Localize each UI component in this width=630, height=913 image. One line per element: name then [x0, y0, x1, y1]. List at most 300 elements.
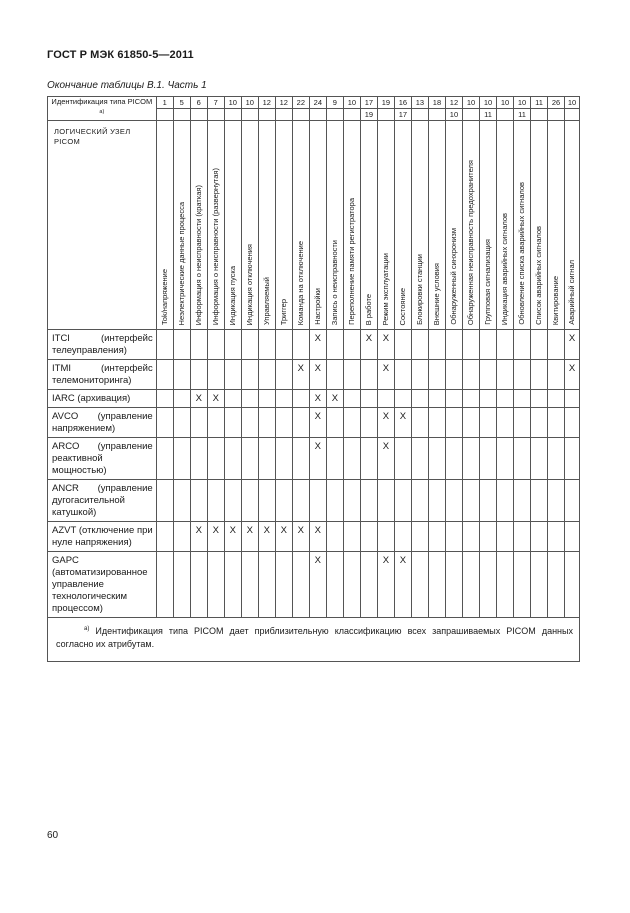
attribute-label: Индикация пуска	[227, 265, 237, 325]
mark-cell	[428, 360, 445, 390]
column-code: 12	[258, 97, 275, 109]
attribute-label: В работе	[363, 293, 373, 325]
logical-node-name: AZVT (отключение при нуле напряжения)	[48, 522, 157, 552]
mark-cell	[156, 408, 173, 438]
table-row	[48, 390, 580, 408]
column-code: 22	[292, 97, 309, 109]
mark-cell	[173, 438, 190, 480]
column-code: 10	[497, 97, 514, 109]
attribute-label: Список аварийных сигналов	[534, 226, 544, 325]
mark-cell	[531, 438, 548, 480]
page-number: 60	[47, 830, 59, 841]
attribute-cell	[394, 121, 411, 330]
mark-cell	[275, 480, 292, 522]
mark-cell	[173, 360, 190, 390]
mark-cell	[326, 408, 343, 438]
mark-cell	[394, 480, 411, 522]
mark-cell	[156, 522, 173, 552]
table-row	[48, 522, 580, 552]
mark-cell	[241, 552, 258, 618]
mark-cell	[190, 552, 207, 618]
attribute-cell	[565, 121, 580, 330]
mark-cell	[480, 360, 497, 390]
attribute-cell	[531, 121, 548, 330]
mark-cell	[224, 408, 241, 438]
mark-cell	[207, 438, 224, 480]
attribute-cell	[224, 121, 241, 330]
mark-cell	[275, 330, 292, 360]
picom-type-label: Идентификация типа PICOM	[51, 97, 153, 106]
mark-cell: X	[394, 552, 411, 618]
mark-cell	[565, 390, 580, 408]
mark-cell: X	[309, 438, 326, 480]
mark-cell	[173, 480, 190, 522]
mark-cell	[531, 330, 548, 360]
attribute-cell	[190, 121, 207, 330]
mark-cell	[428, 522, 445, 552]
logical-node-name: ITMI (интерфейс телемониторинга)	[48, 360, 157, 390]
attribute-cell	[428, 121, 445, 330]
mark-cell	[480, 480, 497, 522]
mark-cell	[428, 480, 445, 522]
attribute-cell	[173, 121, 190, 330]
mark-cell	[343, 522, 360, 552]
column-subcode	[224, 109, 241, 121]
mark-cell	[241, 408, 258, 438]
mark-cell	[445, 330, 462, 360]
mark-cell	[411, 438, 428, 480]
mark-cell	[462, 390, 479, 408]
table-row	[48, 552, 580, 618]
column-subcode	[292, 109, 309, 121]
table-row	[48, 360, 580, 390]
attribute-label: Неэлектрические данные процесса	[176, 201, 186, 325]
mark-cell	[207, 552, 224, 618]
mark-cell: X	[377, 552, 394, 618]
attribute-label: Внешние условия	[431, 262, 441, 325]
mark-cell	[497, 408, 514, 438]
attribute-label: Информация о неисправности (развернутая)	[210, 167, 220, 325]
mark-cell	[514, 390, 531, 408]
attribute-label: Блокировки станции	[414, 254, 424, 325]
mark-cell	[275, 408, 292, 438]
table-row	[48, 438, 580, 480]
mark-cell	[173, 552, 190, 618]
mark-cell	[190, 480, 207, 522]
mark-cell	[156, 360, 173, 390]
footnote-text: Идентификация типа PICOM дает приблизительную классификацию всех запрашиваемых PICOM данных согласно их атрибутам.	[56, 626, 573, 649]
mark-cell	[480, 390, 497, 408]
attribute-label: Триггер	[278, 298, 288, 325]
mark-cell	[360, 522, 377, 552]
mark-cell	[445, 552, 462, 618]
column-code: 12	[445, 97, 462, 109]
attribute-cell	[309, 121, 326, 330]
mark-cell	[428, 330, 445, 360]
table-row	[48, 330, 580, 360]
mark-cell	[531, 360, 548, 390]
column-code: 10	[565, 97, 580, 109]
attribute-cell	[292, 121, 309, 330]
mark-cell	[207, 330, 224, 360]
attribute-label: Tok/напряжение	[159, 269, 169, 325]
attribute-label: Квитирование	[551, 275, 561, 325]
mark-cell	[258, 330, 275, 360]
mark-cell	[190, 408, 207, 438]
mark-cell	[480, 522, 497, 552]
attribute-row	[48, 121, 580, 330]
mark-cell	[309, 480, 326, 522]
mark-cell	[241, 438, 258, 480]
mark-cell	[207, 480, 224, 522]
mark-cell	[514, 330, 531, 360]
column-subcode	[411, 109, 428, 121]
mark-cell	[326, 360, 343, 390]
mark-cell	[207, 360, 224, 390]
attribute-cell	[241, 121, 258, 330]
mark-cell	[224, 360, 241, 390]
column-code: 9	[326, 97, 343, 109]
attribute-cell	[258, 121, 275, 330]
attribute-cell	[480, 121, 497, 330]
mark-cell	[173, 522, 190, 552]
mark-cell	[548, 480, 565, 522]
column-subcode	[173, 109, 190, 121]
attribute-label: Запись о неисправности	[329, 239, 339, 325]
mark-cell	[531, 480, 548, 522]
mark-cell	[394, 330, 411, 360]
mark-cell	[480, 408, 497, 438]
logical-node-header: ЛОГИЧЕСКИЙ УЗЕЛ PICOM	[48, 121, 157, 330]
mark-cell	[241, 390, 258, 408]
mark-cell	[343, 390, 360, 408]
attribute-cell	[275, 121, 292, 330]
mark-cell	[565, 480, 580, 522]
mark-cell	[190, 330, 207, 360]
mark-cell	[411, 360, 428, 390]
mark-cell: X	[207, 522, 224, 552]
mark-cell	[548, 330, 565, 360]
picom-type-footnote-mark: а)	[99, 109, 105, 115]
column-code: 1	[156, 97, 173, 109]
mark-cell	[156, 438, 173, 480]
mark-cell	[411, 552, 428, 618]
mark-cell	[445, 522, 462, 552]
mark-cell	[343, 552, 360, 618]
column-code: 5	[173, 97, 190, 109]
table-row	[48, 480, 580, 522]
column-code: 13	[411, 97, 428, 109]
mark-cell: X	[292, 522, 309, 552]
mark-cell	[411, 390, 428, 408]
column-subcode	[326, 109, 343, 121]
mark-cell	[462, 480, 479, 522]
attribute-label: Управляемый	[261, 277, 271, 325]
mark-cell	[548, 390, 565, 408]
mark-cell	[445, 408, 462, 438]
mark-cell	[445, 390, 462, 408]
mark-cell	[343, 408, 360, 438]
mark-cell	[292, 408, 309, 438]
column-subcode	[343, 109, 360, 121]
mark-cell: X	[309, 330, 326, 360]
mark-cell	[241, 360, 258, 390]
mark-cell	[360, 390, 377, 408]
mark-cell	[343, 330, 360, 360]
attribute-label: Аварийный сигнал	[567, 260, 577, 325]
attribute-cell	[377, 121, 394, 330]
mark-cell	[394, 522, 411, 552]
mark-cell	[360, 408, 377, 438]
mark-cell	[343, 438, 360, 480]
column-subcode: 11	[514, 109, 531, 121]
mark-cell: X	[377, 330, 394, 360]
attribute-label: Состояние	[397, 287, 407, 325]
mark-cell	[394, 360, 411, 390]
mark-cell	[445, 480, 462, 522]
mark-cell: X	[190, 522, 207, 552]
mark-cell: X	[309, 408, 326, 438]
mark-cell	[360, 480, 377, 522]
footnote-row	[48, 618, 580, 662]
column-subcode	[156, 109, 173, 121]
column-code: 10	[514, 97, 531, 109]
mark-cell: X	[207, 390, 224, 408]
mark-cell	[241, 480, 258, 522]
mark-cell: X	[309, 390, 326, 408]
mark-cell	[394, 438, 411, 480]
attribute-cell	[326, 121, 343, 330]
mark-cell	[514, 522, 531, 552]
footnote-cell	[48, 618, 580, 662]
column-code: 10	[343, 97, 360, 109]
attribute-cell	[156, 121, 173, 330]
attribute-label: Обновление списка аварийных сигналов	[517, 182, 527, 325]
attribute-label: Переполнение памяти регистратора	[346, 198, 356, 325]
mark-cell	[224, 480, 241, 522]
picom-table	[47, 96, 580, 662]
logical-node-name: ARCO (управление реактивной мощностью)	[48, 438, 157, 480]
mark-cell: X	[326, 390, 343, 408]
mark-cell	[497, 480, 514, 522]
document-header: ГОСТ Р МЭК 61850-5—2011	[47, 49, 194, 61]
column-code: 19	[377, 97, 394, 109]
mark-cell	[275, 360, 292, 390]
column-code: 16	[394, 97, 411, 109]
mark-cell	[292, 390, 309, 408]
mark-cell	[258, 552, 275, 618]
mark-cell	[548, 408, 565, 438]
attribute-cell	[462, 121, 479, 330]
mark-cell	[428, 390, 445, 408]
footnote-mark: а)	[84, 626, 90, 632]
mark-cell	[173, 390, 190, 408]
mark-cell: X	[275, 522, 292, 552]
mark-cell: X	[292, 360, 309, 390]
mark-cell	[360, 438, 377, 480]
column-subcode	[275, 109, 292, 121]
mark-cell: X	[309, 522, 326, 552]
mark-cell	[497, 552, 514, 618]
mark-cell	[548, 438, 565, 480]
column-subcode: 10	[445, 109, 462, 121]
attribute-cell	[514, 121, 531, 330]
mark-cell	[548, 552, 565, 618]
mark-cell: X	[258, 522, 275, 552]
mark-cell	[258, 360, 275, 390]
mark-cell	[224, 330, 241, 360]
column-code: 26	[548, 97, 565, 109]
column-subcode	[548, 109, 565, 121]
mark-cell	[207, 408, 224, 438]
mark-cell	[275, 552, 292, 618]
mark-cell	[292, 330, 309, 360]
column-subcode	[258, 109, 275, 121]
attribute-cell	[207, 121, 224, 330]
mark-cell	[428, 438, 445, 480]
mark-cell	[548, 522, 565, 552]
column-subcode	[309, 109, 326, 121]
attribute-label: Групповая сигнализация	[483, 239, 492, 325]
column-subcode	[497, 109, 514, 121]
mark-cell	[411, 522, 428, 552]
mark-cell	[497, 360, 514, 390]
mark-cell	[241, 330, 258, 360]
mark-cell	[326, 480, 343, 522]
column-subcode	[565, 109, 580, 121]
column-code: 24	[309, 97, 326, 109]
mark-cell	[565, 552, 580, 618]
mark-cell	[224, 438, 241, 480]
mark-cell	[292, 438, 309, 480]
attribute-label: Режим эксплуатации	[380, 252, 390, 325]
table-caption: Окончание таблицы В.1. Часть 1	[47, 80, 207, 91]
mark-cell	[326, 438, 343, 480]
mark-cell	[173, 408, 190, 438]
column-code: 18	[428, 97, 445, 109]
mark-cell	[462, 522, 479, 552]
mark-cell	[377, 480, 394, 522]
mark-cell	[531, 552, 548, 618]
attribute-label: Информация о неисправности (краткая)	[193, 184, 203, 325]
mark-cell: X	[565, 330, 580, 360]
picom-type-label-cell	[48, 97, 157, 121]
attribute-label: Обнаруженная неисправность предохранителя	[465, 159, 475, 325]
mark-cell	[411, 480, 428, 522]
column-subcode	[190, 109, 207, 121]
mark-cell	[462, 408, 479, 438]
mark-cell	[565, 522, 580, 552]
attribute-label: Настройки	[312, 288, 322, 325]
mark-cell	[514, 408, 531, 438]
mark-cell	[326, 330, 343, 360]
mark-cell: X	[309, 552, 326, 618]
column-subcode: 19	[360, 109, 377, 121]
logical-node-name: IARC (архивация)	[48, 390, 157, 408]
mark-cell	[462, 330, 479, 360]
column-subcode	[462, 109, 479, 121]
mark-cell	[565, 438, 580, 480]
mark-cell	[480, 330, 497, 360]
column-subcode	[377, 109, 394, 121]
mark-cell	[497, 390, 514, 408]
attribute-label: Индикация аварийных сигналов	[500, 212, 510, 325]
mark-cell	[326, 552, 343, 618]
mark-cell	[394, 390, 411, 408]
mark-cell: X	[309, 360, 326, 390]
column-code: 12	[275, 97, 292, 109]
mark-cell	[190, 360, 207, 390]
column-code: 10	[480, 97, 497, 109]
mark-cell	[548, 360, 565, 390]
mark-cell: X	[377, 408, 394, 438]
mark-cell	[377, 390, 394, 408]
mark-cell	[462, 360, 479, 390]
mark-cell	[428, 552, 445, 618]
mark-cell	[360, 360, 377, 390]
attribute-cell	[548, 121, 565, 330]
mark-cell	[514, 552, 531, 618]
logical-node-name: GAPC (автоматизированное управление технологическим процессом)	[48, 552, 157, 618]
column-code: 6	[190, 97, 207, 109]
column-subcode	[531, 109, 548, 121]
mark-cell	[156, 330, 173, 360]
mark-cell: X	[377, 438, 394, 480]
column-code: 10	[462, 97, 479, 109]
mark-cell	[377, 522, 394, 552]
mark-cell	[156, 552, 173, 618]
mark-cell	[514, 438, 531, 480]
mark-cell	[411, 408, 428, 438]
mark-cell	[156, 390, 173, 408]
mark-cell	[480, 438, 497, 480]
mark-cell	[497, 330, 514, 360]
mark-cell	[190, 438, 207, 480]
attribute-cell	[360, 121, 377, 330]
mark-cell	[343, 480, 360, 522]
attribute-cell	[445, 121, 462, 330]
mark-cell	[497, 522, 514, 552]
code-row	[48, 97, 580, 109]
mark-cell	[445, 438, 462, 480]
mark-cell	[462, 552, 479, 618]
mark-cell: X	[190, 390, 207, 408]
mark-cell	[156, 480, 173, 522]
attribute-cell	[411, 121, 428, 330]
column-subcode	[207, 109, 224, 121]
attribute-label: Обнаруженный синхронизм	[448, 228, 458, 325]
mark-cell	[224, 390, 241, 408]
mark-cell	[275, 390, 292, 408]
table-row	[48, 408, 580, 438]
mark-cell: X	[224, 522, 241, 552]
mark-cell	[224, 552, 241, 618]
mark-cell: X	[377, 360, 394, 390]
column-code: 7	[207, 97, 224, 109]
mark-cell	[531, 522, 548, 552]
mark-cell	[343, 360, 360, 390]
mark-cell	[360, 552, 377, 618]
mark-cell	[497, 438, 514, 480]
attribute-label: Команда на отключение	[295, 240, 305, 325]
attribute-label: Индикация отключения	[244, 243, 254, 325]
column-subcode	[428, 109, 445, 121]
mark-cell	[531, 390, 548, 408]
mark-cell	[480, 552, 497, 618]
mark-cell	[428, 408, 445, 438]
mark-cell	[292, 480, 309, 522]
mark-cell	[445, 360, 462, 390]
